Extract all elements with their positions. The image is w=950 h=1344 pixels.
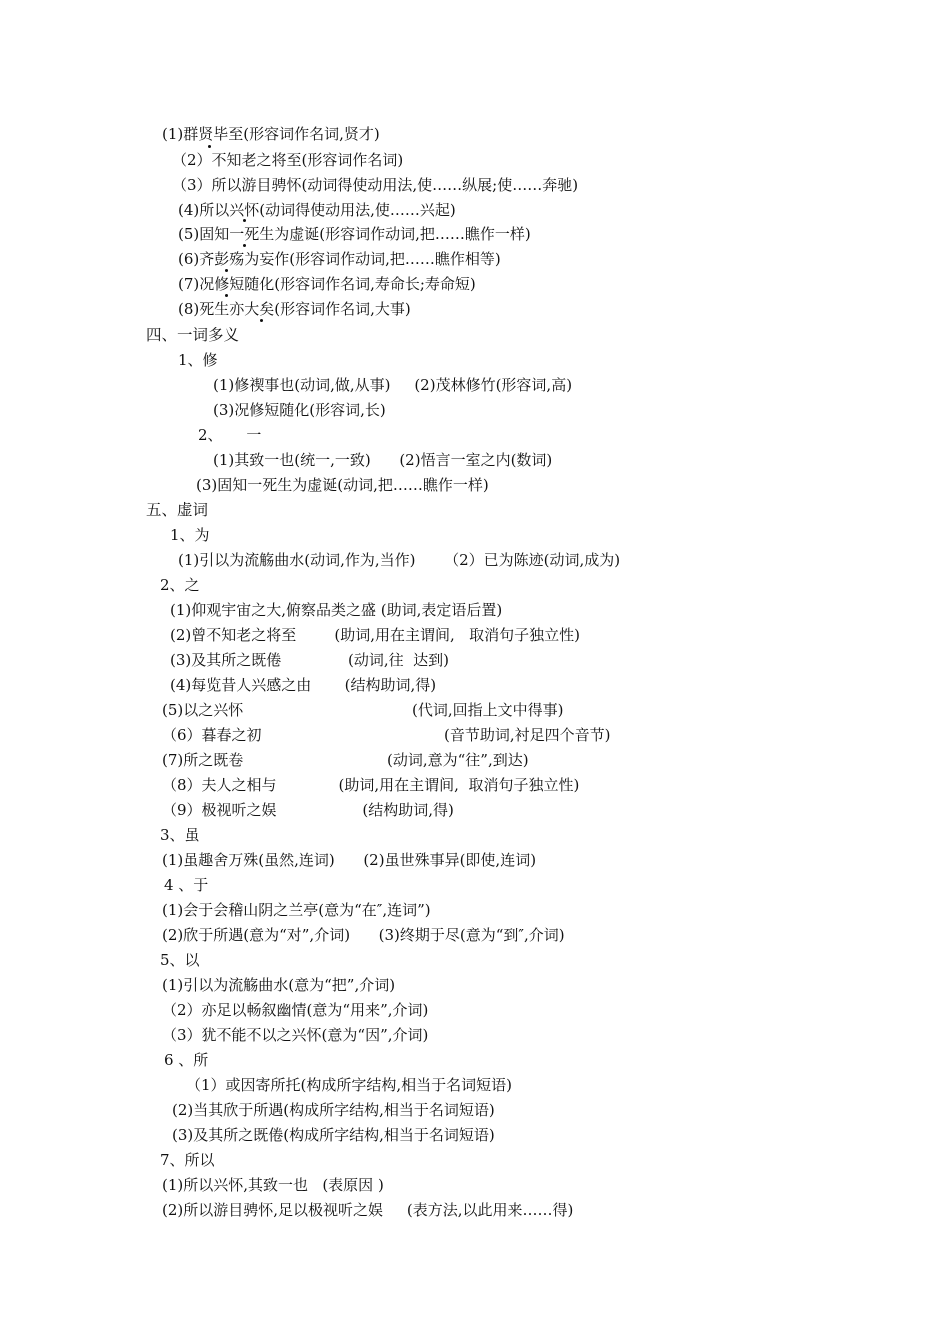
emphasis-dot bbox=[225, 294, 228, 297]
text-line: (8)死生亦大矣(形容词作名词,大事) bbox=[178, 300, 411, 318]
text-line: (1)其致一也(统一,一致) (2)悟言一室之内(数词) bbox=[213, 451, 553, 469]
text-line: (1)仰观宇宙之大,俯察品类之盛 (助词,表定语后置) bbox=[170, 601, 503, 619]
subheading: 2、 一 bbox=[198, 426, 262, 444]
subheading: 2、之 bbox=[160, 576, 200, 594]
text-line: （6）暮春之初 bbox=[162, 726, 262, 744]
text-line: (6)齐彭殇为妄作(形容词作动词,把……瞧作相等) bbox=[178, 250, 501, 268]
emphasis-dot bbox=[260, 319, 263, 322]
text-line: (1)虽趣舍万殊(虽然,连词) (2)虽世殊事异(即使,连词) bbox=[162, 851, 537, 869]
text-line: （9）极视听之娱 (结构助词,得) bbox=[162, 801, 454, 819]
text-line: （2）不知老之将至(形容词作名词) bbox=[172, 151, 404, 169]
text-line: (5)以之兴怀 bbox=[162, 701, 244, 719]
subheading: 3、虽 bbox=[160, 826, 200, 844]
text-line: (2)欣于所遇(意为“对”,介词) (3)终期于尽(意为“到″,介词) bbox=[162, 926, 565, 944]
text-line: (1)引以为流觞曲水(动词,作为,当作) （2）已为陈迹(动词,成为) bbox=[178, 551, 621, 569]
section-heading: 四、一词多义 bbox=[146, 326, 240, 344]
emphasis-dot bbox=[225, 269, 228, 272]
text-line-note: (代词,回指上文中得事) bbox=[412, 701, 564, 719]
text-line: (5)固知一死生为虚诞(形容词作动词,把……瞧作一样) bbox=[178, 225, 531, 243]
text-line: (2)当其欣于所遇(构成所字结构,相当于名词短语) bbox=[172, 1101, 495, 1119]
text-line: (7)况修短随化(形容词作名词,寿命长;寿命短) bbox=[178, 275, 476, 293]
text-line: (1)修禊事也(动词,做,从事) (2)茂林修竹(形容词,高) bbox=[213, 376, 573, 394]
text-line: (3)及其所之既倦(构成所字结构,相当于名词短语) bbox=[172, 1126, 495, 1144]
text-line: （3）所以游目骋怀(动词得使动用法,使……纵展;使……奔驰) bbox=[172, 176, 579, 194]
emphasis-dot bbox=[243, 219, 246, 222]
text-line: (3)及其所之既倦 (动词,往 达到) bbox=[170, 651, 450, 669]
subheading: 1、修 bbox=[178, 351, 218, 369]
text-line-note: (动词,意为“往”,到达) bbox=[387, 751, 529, 769]
text-line: （1）或因寄所托(构成所字结构,相当于名词短语) bbox=[186, 1076, 513, 1094]
section-heading: 五、虚词 bbox=[146, 501, 209, 519]
text-line: (4)所以兴怀(动词得使动用法,使……兴起) bbox=[178, 201, 456, 219]
emphasis-dot bbox=[243, 244, 246, 247]
subheading: 4 、于 bbox=[164, 876, 209, 894]
text-line: （3）犹不能不以之兴怀(意为“因”,介词) bbox=[162, 1026, 429, 1044]
text-line-note: (音节助词,衬足四个音节) bbox=[444, 726, 611, 744]
text-line: (7)所之既卷 bbox=[162, 751, 244, 769]
text-line: (3)固知一死生为虚诞(动词,把……瞧作一样) bbox=[196, 476, 489, 494]
text-line: (1)会于会稽山阴之兰亭(意为“在″,连词”) bbox=[162, 901, 431, 919]
emphasis-dot bbox=[208, 145, 211, 148]
subheading: 6 、所 bbox=[164, 1051, 209, 1069]
text-line: （2）亦足以畅叙幽情(意为“用来”,介词) bbox=[162, 1001, 429, 1019]
text-line: (4)每览昔人兴感之由 (结构助词,得) bbox=[170, 676, 437, 694]
subheading: 1、为 bbox=[170, 526, 210, 544]
text-line: (3)况修短随化(形容词,长) bbox=[213, 401, 386, 419]
text-line: (2)所以游目骋怀,足以极视听之娱 (表方法,以此用来……得) bbox=[162, 1201, 574, 1219]
text-line: (1)群贤毕至(形容词作名词,贤才) bbox=[162, 125, 380, 143]
text-line: (1)所以兴怀,其致一也 (表原因 ) bbox=[162, 1176, 384, 1194]
subheading: 5、以 bbox=[160, 951, 200, 969]
text-line: （8）夫人之相与 (助词,用在主谓间, 取消句子独立性) bbox=[162, 776, 580, 794]
text-line: (2)曾不知老之将至 (助词,用在主谓间, 取消句子独立性) bbox=[170, 626, 580, 644]
text-line: (1)引以为流觞曲水(意为“把”,介词) bbox=[162, 976, 396, 994]
subheading: 7、所以 bbox=[160, 1151, 215, 1169]
